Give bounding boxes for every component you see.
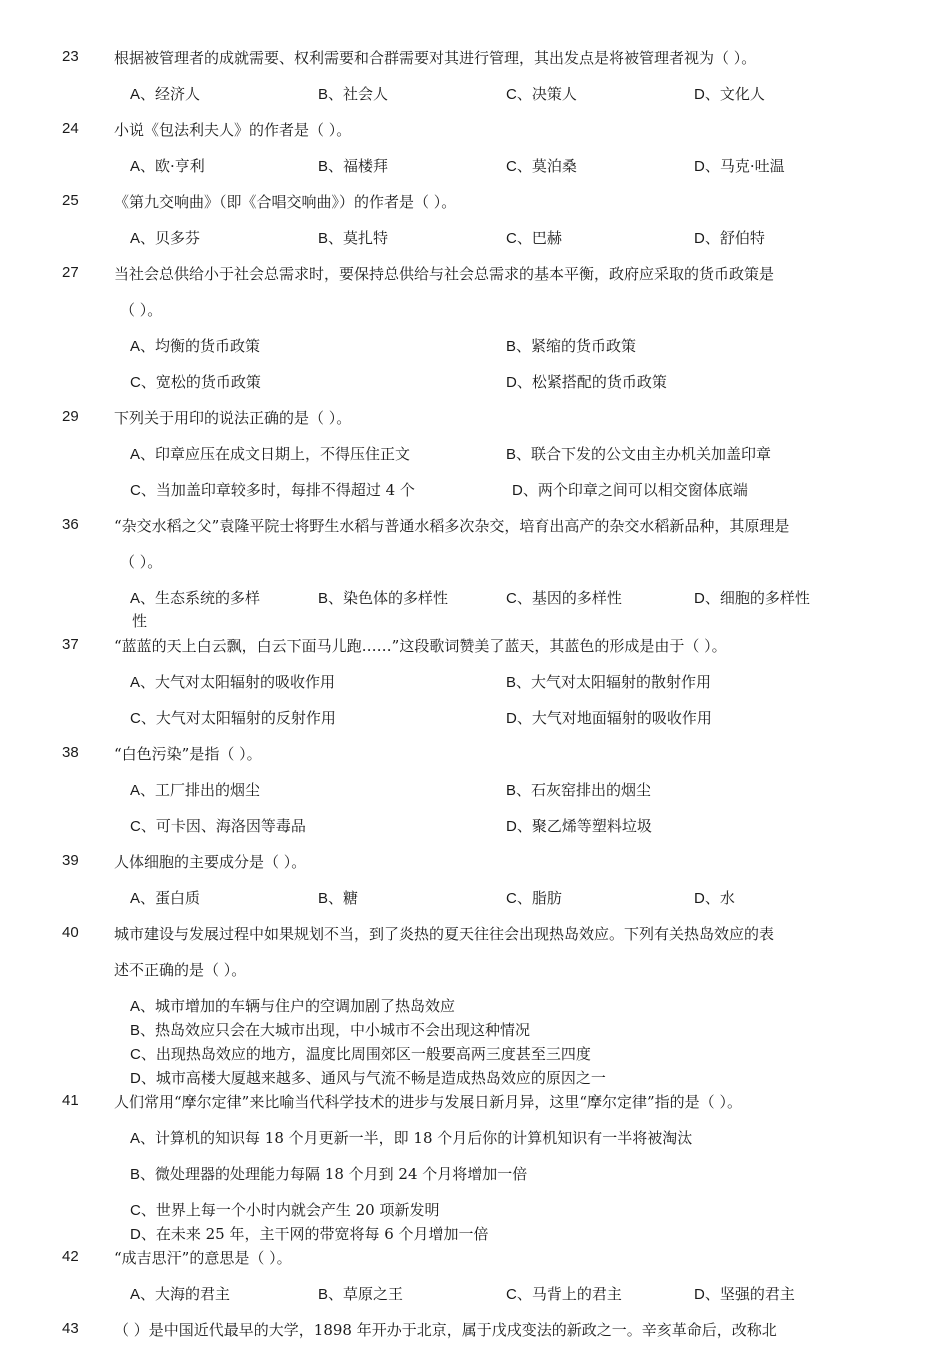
option-label: C、 (506, 890, 532, 907)
option-b (506, 444, 771, 465)
option-c (130, 708, 336, 729)
option-label: B、 (506, 782, 532, 799)
option-label: A、 (130, 590, 156, 607)
option-d (506, 816, 652, 837)
option-d (506, 708, 712, 729)
option-label: B、 (506, 446, 532, 463)
option-a (130, 672, 335, 693)
option-b (130, 1020, 530, 1041)
option-text: 细胞的多样性 (719, 589, 810, 607)
question-number: 42 (62, 1248, 79, 1265)
option-d (694, 156, 785, 177)
option-label: C、 (130, 1202, 156, 1219)
option-label: B、 (506, 674, 532, 691)
question-number: 27 (62, 264, 79, 281)
option-text: 草原之王 (343, 1285, 404, 1303)
option-text: 贝多芬 (155, 229, 201, 247)
option-text: 马克·吐温 (719, 157, 785, 175)
option-text: 莫泊桑 (531, 157, 577, 175)
question-number: 41 (62, 1092, 79, 1109)
option-text: 欧·亨利 (155, 157, 205, 175)
option-label: D、 (506, 374, 532, 391)
option-text: 松紧搭配的货币政策 (531, 373, 667, 391)
option-text: 城市增加的车辆与住户的空调加剧了热岛效应 (155, 997, 456, 1015)
option-text: 紧缩的货币政策 (531, 337, 637, 355)
question-stem: 根据被管理者的成就需要、权利需要和合群需要对其进行管理，其出发点是将被管理者视为（ ）。 (114, 49, 757, 67)
option-label: D、 (130, 1070, 156, 1087)
option-text: 坚强的君主 (719, 1285, 795, 1303)
option-b (506, 672, 711, 693)
option-text: 宽松的货币政策 (155, 373, 261, 391)
option-b (506, 780, 651, 801)
question-number: 36 (62, 516, 79, 533)
option-a (130, 1284, 230, 1305)
question-number: 25 (62, 192, 79, 209)
option-text: 大气对太阳辐射的吸收作用 (155, 673, 336, 691)
option-label: D、 (130, 1226, 156, 1243)
option-text: 热岛效应只会在大城市出现，中小城市不会出现这种情况 (155, 1021, 531, 1039)
option-b (318, 888, 358, 909)
option-text: 大气对太阳辐射的散射作用 (531, 673, 712, 691)
option-b (318, 1284, 403, 1305)
option-label: D、 (512, 482, 538, 499)
question-stem: 城市建设与发展过程中如果规划不当，到了炎热的夏天往往会出现热岛效应。下列有关热岛效应的表 (114, 925, 775, 943)
option-a (130, 156, 205, 177)
option-text: 蛋白质 (155, 889, 201, 907)
option-label: A、 (130, 1286, 156, 1303)
option-label: B、 (318, 230, 344, 247)
question-number: 24 (62, 120, 79, 137)
option-a (130, 588, 260, 609)
option-label: C、 (130, 1046, 156, 1063)
question-number: 39 (62, 852, 79, 869)
option-text: 巴赫 (531, 229, 562, 247)
option-text: 糖 (343, 889, 359, 907)
option-c (130, 1200, 439, 1221)
question-stem: （ ）是中国近代最早的大学，1898 年开办于北京，属于戊戌变法的新政之一。辛亥革命后，改称北 (114, 1321, 777, 1339)
option-label: C、 (130, 482, 156, 499)
option-a (130, 84, 200, 105)
question-number: 23 (62, 48, 79, 65)
option-label: D、 (506, 710, 532, 727)
option-b (318, 228, 388, 249)
option-text: 大气对地面辐射的吸收作用 (531, 709, 712, 727)
option-c (130, 1044, 591, 1065)
option-label: D、 (506, 818, 532, 835)
option-label: D、 (694, 86, 720, 103)
option-c (130, 816, 306, 837)
option-text: 当加盖印章较多时，每排不得超过 4 个 (155, 481, 415, 499)
option-text: 微处理器的处理能力每隔 18 个月到 24 个月将增加一倍 (155, 1165, 528, 1183)
option-label: A、 (130, 890, 156, 907)
option-text: 决策人 (531, 85, 577, 103)
question-stem: “蓝蓝的天上白云飘，白云下面马儿跑……”这段歌词赞美了蓝天，其蓝色的形成是由于（ ）。 (114, 637, 727, 655)
option-text: 聚乙烯等塑料垃圾 (531, 817, 652, 835)
option-label: C、 (506, 158, 532, 175)
question-stem-continued: 述不正确的是（ ）。 (114, 961, 247, 979)
option-label: A、 (130, 446, 156, 463)
option-text: 水 (719, 889, 735, 907)
option-c (506, 588, 622, 609)
question-number: 40 (62, 924, 79, 941)
question-stem: “白色污染”是指（ ）。 (114, 745, 262, 763)
question-stem: 当社会总供给小于社会总需求时，要保持总供给与社会总需求的基本平衡，政府应采取的货币政策是 (114, 265, 775, 283)
option-text: 在未来 25 年，主干网的带宽将每 6 个月增加一倍 (155, 1225, 489, 1243)
question-number: 37 (62, 636, 79, 653)
option-text: 舒伯特 (719, 229, 765, 247)
option-c (506, 156, 577, 177)
option-text: 大海的君主 (155, 1285, 231, 1303)
option-label: C、 (506, 230, 532, 247)
option-a (130, 996, 455, 1017)
option-text: 石灰窑排出的烟尘 (531, 781, 652, 799)
question-stem: 下列关于用印的说法正确的是（ ）。 (114, 409, 352, 427)
option-d (130, 1068, 606, 1089)
option-text: 福楼拜 (343, 157, 389, 175)
option-text: 经济人 (155, 85, 201, 103)
option-c (506, 1284, 622, 1305)
option-label: C、 (130, 818, 156, 835)
option-label: B、 (318, 1286, 344, 1303)
question-stem: “成吉思汗”的意思是（ ）。 (114, 1249, 292, 1267)
option-label: B、 (318, 590, 344, 607)
option-label: D、 (694, 158, 720, 175)
option-b (318, 156, 388, 177)
option-label: D、 (694, 1286, 720, 1303)
option-d (694, 588, 810, 609)
option-label: A、 (130, 230, 156, 247)
option-d (694, 888, 735, 909)
option-b (318, 84, 388, 105)
question-stem-continued: （ ）。 (120, 301, 163, 319)
option-c (130, 480, 415, 501)
question-stem: 小说《包法利夫人》的作者是（ ）。 (114, 121, 352, 139)
option-a (130, 1128, 692, 1149)
option-label: B、 (130, 1166, 156, 1183)
option-d (130, 1224, 489, 1245)
option-b (506, 336, 636, 357)
question-number: 43 (62, 1320, 79, 1337)
question-stem: 《第九交响曲》（即《合唱交响曲》）的作者是（ ）。 (114, 193, 457, 211)
option-b (318, 588, 448, 609)
option-text: 社会人 (343, 85, 389, 103)
option-c (506, 84, 577, 105)
option-text: 染色体的多样性 (343, 589, 449, 607)
option-text: 大气对太阳辐射的反射作用 (155, 709, 336, 727)
option-b (130, 1164, 527, 1185)
option-label: D、 (694, 590, 720, 607)
option-label: C、 (506, 1286, 532, 1303)
option-label: C、 (130, 710, 156, 727)
option-text: 均衡的货币政策 (155, 337, 261, 355)
option-text: 印章应压在成文日期上，不得压住正文 (155, 445, 411, 463)
option-d (506, 372, 667, 393)
option-label: A、 (130, 86, 156, 103)
option-a (130, 888, 200, 909)
option-a (130, 780, 260, 801)
option-label: D、 (694, 230, 720, 247)
question-stem-continued: （ ）。 (120, 553, 163, 571)
option-text: 两个印章之间可以相交窗体底端 (537, 481, 748, 499)
option-label: A、 (130, 158, 156, 175)
option-text: 城市高楼大厦越来越多、通风与气流不畅是造成热岛效应的原因之一 (155, 1069, 606, 1087)
option-text: 世界上每一个小时内就会产生 20 项新发明 (155, 1201, 440, 1219)
option-text: 联合下发的公文由主办机关加盖印章 (531, 445, 772, 463)
option-text: 工厂排出的烟尘 (155, 781, 261, 799)
option-a (130, 444, 410, 465)
option-c (506, 228, 562, 249)
option-a (130, 336, 260, 357)
question-stem: 人体细胞的主要成分是（ ）。 (114, 853, 307, 871)
option-text: 基因的多样性 (531, 589, 622, 607)
option-label: A、 (130, 338, 156, 355)
option-d (512, 480, 748, 501)
option-d (694, 84, 765, 105)
option-label: B、 (318, 890, 344, 907)
option-text: 莫扎特 (343, 229, 389, 247)
question-number: 38 (62, 744, 79, 761)
option-text: 计算机的知识每 18 个月更新一半，即 18 个月后你的计算机知识有一半将被淘汰 (155, 1129, 693, 1147)
option-a-wrap: 性 (132, 612, 148, 630)
option-text: 文化人 (719, 85, 765, 103)
option-label: B、 (318, 86, 344, 103)
option-text: 马背上的君主 (531, 1285, 622, 1303)
option-label: B、 (130, 1022, 156, 1039)
option-label: A、 (130, 674, 156, 691)
option-label: C、 (506, 590, 532, 607)
option-d (694, 228, 765, 249)
option-label: D、 (694, 890, 720, 907)
option-d (694, 1284, 795, 1305)
question-number: 29 (62, 408, 79, 425)
option-text: 可卡因、海洛因等毒品 (155, 817, 306, 835)
question-stem: “杂交水稻之父”袁隆平院士将野生水稻与普通水稻多次杂交，培育出高产的杂交水稻新品种，其原理是 (114, 517, 790, 535)
option-c (506, 888, 562, 909)
question-stem: 人们常用“摩尔定律”来比喻当代科学技术的进步与发展日新月异，这里“摩尔定律”指的是（ ）。 (114, 1093, 742, 1111)
option-label: A、 (130, 1130, 156, 1147)
option-label: A、 (130, 782, 156, 799)
option-label: A、 (130, 998, 156, 1015)
option-text: 出现热岛效应的地方，温度比周围郊区一般要高两三度甚至三四度 (155, 1045, 591, 1063)
option-text: 脂肪 (531, 889, 562, 907)
option-label: B、 (506, 338, 532, 355)
option-label: B、 (318, 158, 344, 175)
option-text: 生态系统的多样 (155, 589, 261, 607)
option-label: C、 (506, 86, 532, 103)
option-c (130, 372, 261, 393)
option-label: C、 (130, 374, 156, 391)
option-a (130, 228, 200, 249)
